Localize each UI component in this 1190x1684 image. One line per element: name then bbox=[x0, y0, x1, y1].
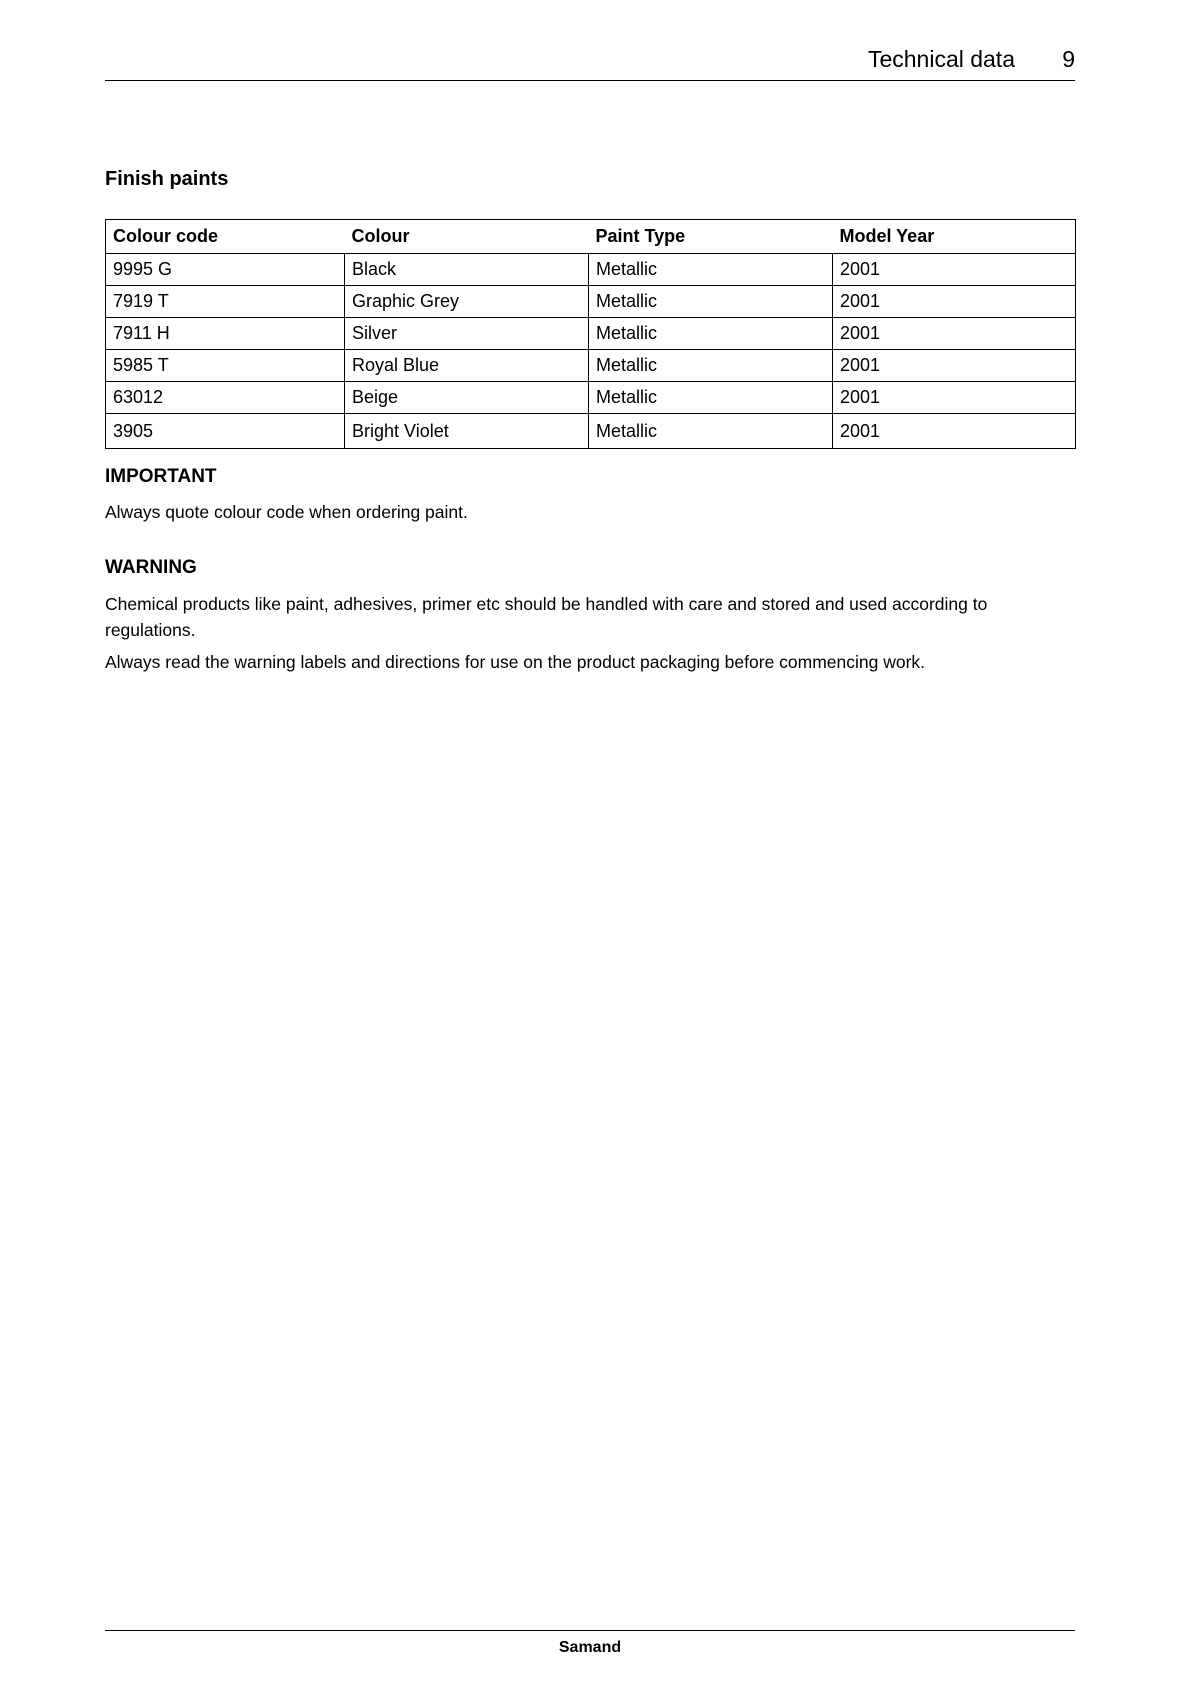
section-title: Finish paints bbox=[105, 168, 229, 190]
table-cell: Metallic bbox=[589, 350, 833, 382]
table-cell: Metallic bbox=[589, 318, 833, 350]
table-cell: Metallic bbox=[589, 286, 833, 318]
table-cell: 2001 bbox=[833, 382, 1076, 414]
column-header-model-year: Model Year bbox=[833, 220, 1076, 254]
warning-paragraph-1: Chemical products like paint, adhesives, primer etc should be handled with care and stored and used according to regulations. bbox=[105, 594, 988, 640]
table-row bbox=[106, 382, 1076, 414]
table-header-row bbox=[106, 220, 1076, 254]
table-row bbox=[106, 350, 1076, 382]
table-cell: Black bbox=[345, 254, 589, 286]
table-cell: Silver bbox=[345, 318, 589, 350]
table-cell: 7919 T bbox=[106, 286, 345, 318]
table-cell: Bright Violet bbox=[345, 414, 589, 449]
important-heading: IMPORTANT bbox=[105, 466, 217, 487]
page-footer bbox=[105, 1630, 1075, 1656]
table-row bbox=[106, 318, 1076, 350]
table-cell: Beige bbox=[345, 382, 589, 414]
warning-heading: WARNING bbox=[105, 557, 197, 578]
table-cell: Royal Blue bbox=[345, 350, 589, 382]
table-cell: Metallic bbox=[589, 254, 833, 286]
table-cell: 2001 bbox=[833, 414, 1076, 449]
table-row bbox=[106, 286, 1076, 318]
table-cell: 9995 G bbox=[106, 254, 345, 286]
table-cell: 63012 bbox=[106, 382, 345, 414]
table-row bbox=[106, 254, 1076, 286]
table-cell: 5985 T bbox=[106, 350, 345, 382]
table-cell: Metallic bbox=[589, 414, 833, 449]
table-cell: 2001 bbox=[833, 318, 1076, 350]
important-text: Always quote colour code when ordering paint. bbox=[105, 502, 468, 522]
warning-paragraph-2: Always read the warning labels and directions for use on the product packaging before commencing work. bbox=[105, 652, 926, 672]
page-number: 9 bbox=[1062, 46, 1075, 72]
table-cell: 2001 bbox=[833, 286, 1076, 318]
table-cell: 2001 bbox=[833, 350, 1076, 382]
table-cell: Graphic Grey bbox=[345, 286, 589, 318]
footer-brand: Samand bbox=[558, 1639, 622, 1656]
header-title: Technical data bbox=[867, 46, 1015, 72]
column-header-colour-code: Colour code bbox=[106, 220, 345, 254]
column-header-paint-type: Paint Type bbox=[589, 220, 833, 254]
finish-paints-table bbox=[105, 219, 1076, 449]
page-header bbox=[105, 42, 1075, 81]
column-header-colour: Colour bbox=[345, 220, 589, 254]
table-cell: Metallic bbox=[589, 382, 833, 414]
table-row bbox=[106, 414, 1076, 449]
table-cell: 7911 H bbox=[106, 318, 345, 350]
table-cell: 2001 bbox=[833, 254, 1076, 286]
table-cell: 3905 bbox=[106, 414, 345, 449]
